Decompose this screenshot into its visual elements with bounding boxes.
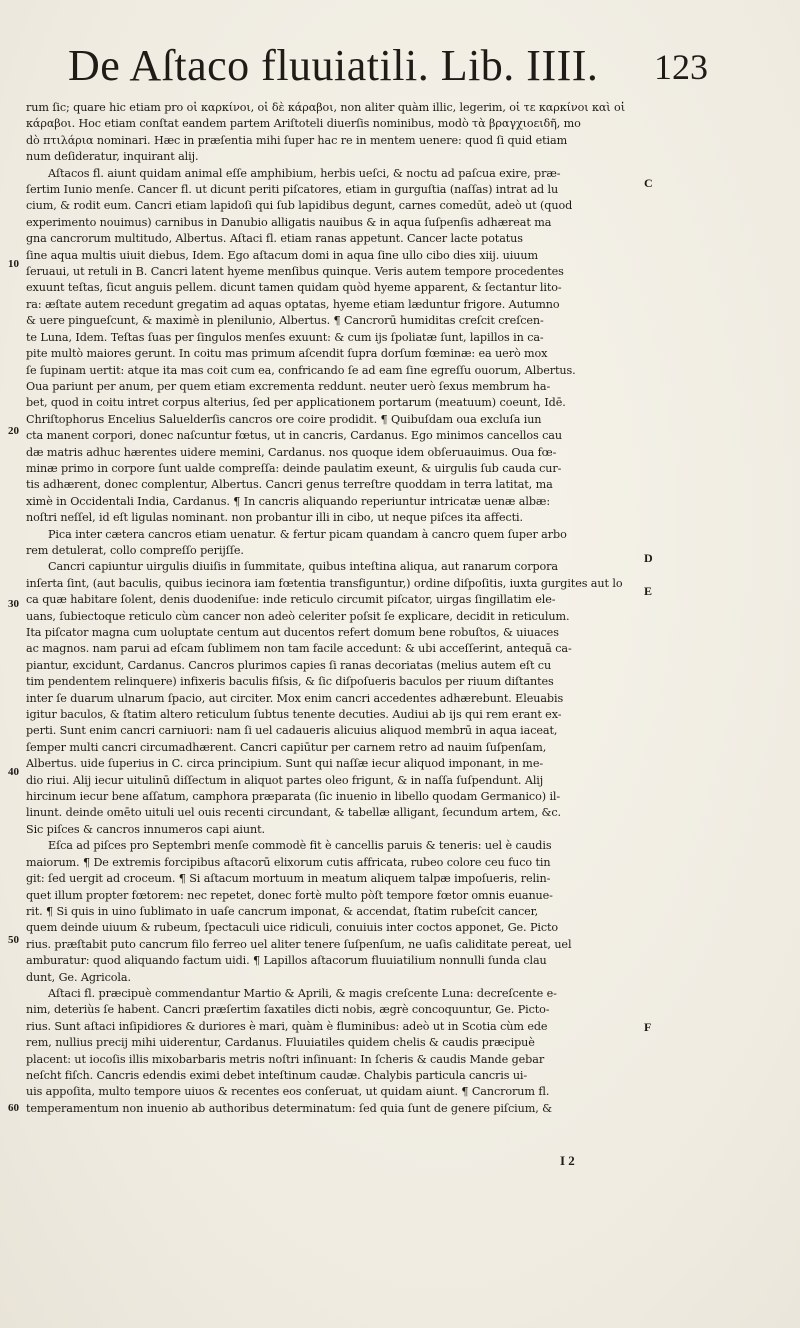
margin-number: 60 <box>8 1102 19 1114</box>
text-line: maiorum. ¶ De extremis forcipibus aſtacorū elixorum cutis affricata, rubeo colore ceu fuco tin <box>26 855 551 869</box>
text-line: minæ primo in corpore ſunt ualde compreſſa: deinde paulatim exeunt, & uirgulis ſub cauda cur- <box>26 461 562 475</box>
text-line: ſertim Iunio menſe. Cancer fl. ut dicunt periti piſcatores, etiam in gurguſtia (naſſas) intrat ad lu <box>26 183 559 197</box>
text-line: quet illum propter fœtorem: nec repetet, donec fortè multo pòſt tempore fœtor omnis euanue- <box>26 888 553 902</box>
text-line: ac magnos. nam parui ad eſcam ſublimem non tam facile accedunt: & ubi acceſſerint, antequā ca- <box>26 642 572 656</box>
text-line: rem detulerat, collo compreſſo perijſſe. <box>26 543 244 557</box>
text-line: uans, ſubiectoque reticulo cùm cancer non adeò celeriter poſsit ſe explicare, decidit in reticulum. <box>26 609 570 623</box>
text-line: dio riui. Alij iecur uitulinū diſſectum in aliquot partes oleo frigunt, & in naſſa ſuſpendunt. Alij <box>26 773 544 787</box>
text-line: tis adhærent, donec complentur, Albertus. Cancri genus terreſtre quoddam in terra latitat, ma <box>26 478 553 492</box>
margin-number: 20 <box>8 425 19 437</box>
margin-number: 50 <box>8 934 19 946</box>
text-line: rius. præſtabit puto cancrum filo ferreo uel aliter tenere ſuſpenſum, ne uaſis caliditate pereat, uel <box>26 937 572 951</box>
text-line: κάραβοι. Hoc etiam conſtat eandem partem Ariſtoteli diuerſis nominibus, modò τὰ βραγχιοειδῆ, mo <box>26 117 581 131</box>
text-line: inter ſe duarum ulnarum ſpacio, aut circiter. Mox enim cancri accedentes adhærebunt. Eleuabis <box>26 691 564 705</box>
text-line: Eſca ad piſces pro Septembri menſe commodè fit è cancellis paruis & teneris: uel è caudis <box>48 839 552 853</box>
text-line: uis appoſita, multo tempore uiuos & recentes eos conſeruat, ut quidam aiunt. ¶ Cancrorum fl. <box>26 1085 550 1099</box>
text-line: bet, quod in coitu intret corpus alterius, ſed per applicationem portarum (meatuum) coeunt, Idē. <box>26 396 566 410</box>
text-line: piantur, excidunt, Cardanus. Cancros plurimos capies ſi ranas decoriatas (melius autem eſt cu <box>26 658 552 672</box>
margin-letter: C <box>644 176 653 190</box>
text-line: dunt, Ge. Agricola. <box>26 970 131 984</box>
text-line: dæ matris adhuc hærentes uidere memini, Cardanus. nos quoque idem obſeruauimus. Oua fœ- <box>26 445 557 459</box>
margin-number: 10 <box>8 258 19 270</box>
text-line: rit. ¶ Si quis in uino ſublimato in uaſe cancrum imponat, & accendat, ſtatim rubeſcit cancer, <box>26 904 539 918</box>
text-line: noſtri neſſel, id eſt ligulas nominant. non probantur illi in cibo, ut neque piſces ita affecti. <box>26 511 523 525</box>
text-line: ſe ſupinam uertit: atque ita mas coit cum ea, confricando ſe ad eam ſine egreſſu ouorum, Albertus. <box>26 363 576 377</box>
text-line: cta manent corpori, donec naſcuntur fœtus, ut in cancris, Cardanus. Ego minimos cancellos cau <box>26 429 562 443</box>
text-line: cium, & rodit eum. Cancri etiam lapidoſi qui ſub lapidibus degunt, carnes comedūt, adeò ut (quod <box>26 199 573 213</box>
text-line: ſeruaui, ut retuli in B. Cancri latent hyeme menſibus quinque. Veris autem tempore procedentes <box>26 265 564 279</box>
text-line: & uere pingueſcunt, & maximè in plenilunio, Albertus. ¶ Cancrorū humiditas creſcit creſcen- <box>26 314 544 328</box>
text-line: hircinum iecur bene aſſatum, camphora præparata (ſic inuenio in libello quodam Germanico) il- <box>26 790 561 804</box>
margin-number: 30 <box>8 598 19 610</box>
text-line: ſemper multi cancri circumadhærent. Cancri capiūtur per carnem retro ad nauim ſuſpenſam, <box>26 740 547 754</box>
text-line: rum ſic; quare hic etiam pro οἱ καρκίνοι, οἱ δὲ κάραβοι, non aliter quàm illic, legerim, οἱ τε καρκίνοι καὶ οἱ <box>26 101 625 114</box>
text-line: nim, deteriùs ſe habent. Cancri præſertim ſaxatiles dicti nobis, ægrè concoquuntur, Ge. Picto- <box>26 1003 550 1017</box>
text-line: rem, nullius precij mihi uiderentur, Cardanus. Fluuiatiles quidem chelis & caudis præcipuè <box>26 1036 535 1050</box>
text-line: git: ſed uergit ad croceum. ¶ Si aſtacum mortuum in meatum aliquem talpæ impoſueris, relin- <box>26 872 551 886</box>
text-line: Sic piſces & cancros innumeros capi aiunt. <box>26 822 265 836</box>
text-line: ca quæ habitare ſolent, denis duodeniſue: inde reticulo circumit piſcator, uirgas ſingillatim ele- <box>26 593 556 607</box>
text-line: temperamentum non inuenio ab authoribus determinatum: ſed quia ſunt de genere piſcium, & <box>26 1101 552 1115</box>
text-line: Cancri capiuntur uirgulis diuiſis in ſummitate, quibus inteſtina aliqua, aut ranarum corpora <box>48 560 558 574</box>
text-line: Ita piſcator magna cum uoluptate centum aut ducentos refert domum bene robuſtos, & uiuaces <box>26 626 559 639</box>
text-line: placent: ut iocoſis illis mixobarbaris metris noſtri inſinuant: In ſcheris & caudis Mande gebar <box>26 1052 545 1066</box>
text-line: quem deinde uiuum & rubeum, ſpectaculi uice ridiculi, conuiuis inter coctos apponet, Ge. Picto <box>26 921 559 935</box>
text-line: igitur baculos, & ſtatim altero reticulum ſubtus tenente decuties. Audiui ab ijs qui rem erant ex- <box>26 708 562 722</box>
body-text <box>26 100 646 1117</box>
margin-letter: F <box>644 1020 652 1034</box>
text-line: Aſtacos fl. aiunt quidam animal eſſe amphibium, herbis ueſci, & noctu ad paſcua exire, præ- <box>48 166 561 180</box>
margin-letter: D <box>644 551 653 565</box>
text-line: experimento nouimus) carnibus in Danubio alligatis nauibus & in aqua ſuſpenſis adhæreat ma <box>26 215 552 229</box>
text-line: gna cancrorum multitudo, Albertus. Aſtaci fl. etiam ranas appetunt. Cancer lacte potatus <box>26 232 523 246</box>
text-line: dò πτιλάρια nominari. Hæc in præſentia mihi ſuper hac re in mentem uenere: quod ſi quid etiam <box>26 133 568 147</box>
text-line: perti. Sunt enim cancri carniuori: nam ſi uel cadaueris alicuius aliquod membrū in aqua iaceat, <box>26 724 558 738</box>
text-line: Oua pariunt per anum, per quem etiam excrementa reddunt. neuter uerò ſexus membrum ha- <box>26 379 551 393</box>
text-line: Pica inter cætera cancros etiam uenatur. & fertur picam quandam à cancro quem ſuper arbo <box>48 527 567 541</box>
text-line: rius. Sunt aſtaci inſipidiores & duriores è mari, quàm è fluminibus: adeò ut in Scotia cùm ede <box>26 1019 548 1033</box>
text-line: exuunt teſtas, ſicut anguis pellem. dicunt tamen quidam quòd hyeme apparent, & ſectantur lito- <box>26 281 562 295</box>
text-line: Aſtaci fl. præcipuè commendantur Martio & Aprili, & magis creſcente Luna: decreſcente e- <box>48 986 557 1000</box>
margin-number: 40 <box>8 766 19 778</box>
text-line: tim pendentem relinquere) infixeris baculis fiſsis, & ſic diſpoſueris baculos per riuum diſtantes <box>26 675 554 689</box>
text-line: Chriſtophorus Encelius Saluelderſis cancros ore coire prodidit. ¶ Quibuſdam oua excluſa iun <box>26 412 542 426</box>
signature-mark: I 2 <box>560 1153 575 1168</box>
text-line: ra: æſtate autem recedunt gregatim ad aquas optatas, hyeme etiam læduntur frigore. Autumno <box>26 297 560 311</box>
text-line: num deſideratur, inquirant alij. <box>26 150 199 164</box>
text-line: inſerta ſint, (aut baculis, quibus iecinora iam fœtentia transfiguntur,) ordine diſpoſitis, iuxta gurgites aut lo <box>26 576 623 590</box>
text-line: ximè in Occidentali India, Cardanus. ¶ In cancris aliquando reperiuntur intricatæ uenæ albæ: <box>26 494 550 508</box>
text-line: amburatur: quod aliquando factum uidi. ¶ Lapillos aſtacorum fluuiatilium nonnulli ſunda clau <box>26 954 547 968</box>
text-line: neſcht fiſch. Cancris edendis eximi debet inteſtinum caudæ. Chalybis particula cancris ui- <box>26 1068 528 1082</box>
text-line: pite multò maiores gerunt. In coitu mas primum aſcendit ſupra dorſum fœminæ: ea uerò mox <box>26 347 548 361</box>
running-title: De Aſtaco fluuiatili. Lib. IIII. <box>68 41 599 90</box>
text-line: te Luna, Idem. Teſtas ſuas per ſingulos menſes exuunt: & cum ijs ſpoliatæ ſunt, lapillos in ca- <box>26 330 544 344</box>
page-number: 123 <box>654 47 708 87</box>
text-line: linunt. deinde omēto uituli uel ouis recenti circundant, & tabellæ alligant, ſecundum artem, &c. <box>26 806 561 820</box>
text-line: Albertus. uide ſuperius in C. circa principium. Sunt qui naſſæ iecur aliquod imponant, in me- <box>26 757 544 771</box>
text-line: ſine aqua multis uiuit diebus, Idem. Ego aſtacum domi in aqua ſine ullo cibo dies xiij. uiuum <box>26 248 538 262</box>
margin-letter: E <box>644 584 653 598</box>
